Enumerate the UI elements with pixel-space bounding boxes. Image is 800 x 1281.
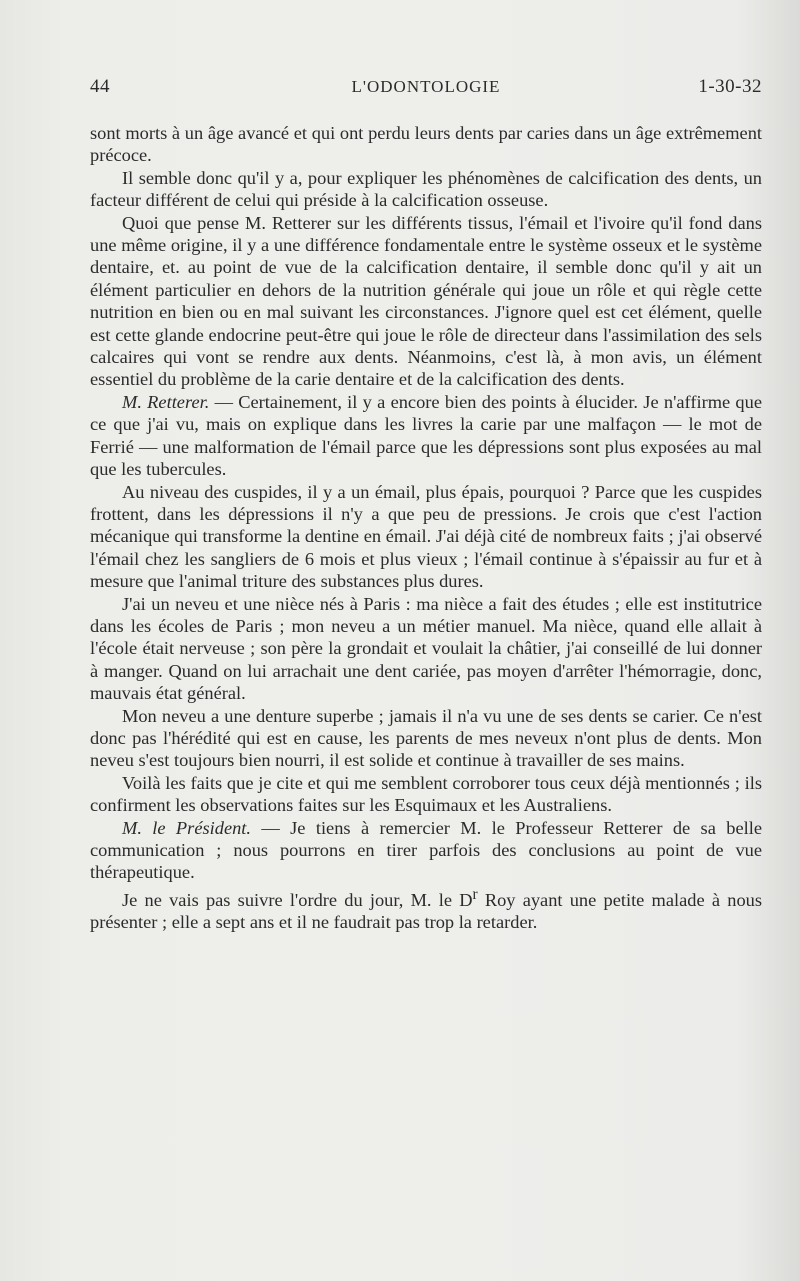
running-header (90, 76, 762, 102)
paragraph: M. Retterer. — Certainement, il y a encore bien des points à élucider. Je n'affirme que ce que j'ai vu, mais on explique dans les livres la carie par une malfaçon — le mot de Ferrié — une malformation de l'émail parce que les dépressions sont plus exposées au mal que les tubercules. (90, 391, 762, 480)
paragraph: sont morts à un âge avancé et qui ont perdu leurs dents par caries dans un âge extrêmement précoce. (90, 123, 762, 166)
paragraph: Mon neveu a une denture superbe ; jamais il n'a vu une de ses dents se carier. Ce n'est donc pas l'hérédité qui est en cause, les parents de mes neveux n'ont plus de dents. Mon neveu s'est toujours bien nourri, il est solide et continue à travailler de ses mains. (90, 705, 762, 771)
paragraph: Voilà les faits que je cite et qui me semblent corroborer tous ceux déjà mentionnés ; ils confirment les observations faites sur les Esquimaux et les Australiens. (90, 772, 762, 816)
paragraph: M. le Président. — Je tiens à remercier M. le Professeur Retterer de sa belle communication ; nous pourrons en tirer parfois des conclusions au point de vue thérapeutique. (90, 817, 762, 883)
paragraph: Quoi que pense M. Retterer sur les différents tissus, l'émail et l'ivoire qu'il fond dans une même origine, il y a une différence fondamentale entre le système osseux et le système dentaire, et. au point de vue de la calcification dentaire, il semble donc qu'il y ait un élément particulier en dehors de la nutrition générale qui joue un rôle et qui règle cette nutrition en bien ou en mal suivant les circonstances. J'ignore quel est cet élément, quelle est cette glande endocrine peut-être qui joue le rôle de directeur dans l'assimilation des sels calcaires qui vont se rendre aux dents. Néanmoins, c'est là, à mon avis, un élément essentiel du problème de la carie dentaire et de la calcification des dents. (90, 212, 762, 390)
issue-date: 1-30-32 (698, 76, 762, 97)
journal-title: L'ODONTOLOGIE (351, 77, 501, 96)
paragraph: Au niveau des cuspides, il y a un émail, plus épais, pourquoi ? Parce que les cuspides frottent, dans les dépressions il n'y a que peu de pressions. Je crois que c'est l'action mécanique qui transforme la dentine en émail. J'ai déjà cité de nombreux faits ; j'ai observé l'émail chez les sangliers de 6 mois et plus vieux ; l'émail continue à s'épaissir au fur et à mesure que l'animal triture des substances plus dures. (90, 481, 762, 592)
speaker-name: M. Retterer. (122, 391, 210, 412)
superscript: r (472, 885, 478, 903)
speaker-name: M. le Président. (122, 817, 252, 838)
paragraph: Il semble donc qu'il y a, pour expliquer les phénomènes de calcification des dents, un facteur différent de celui qui préside à la calcification osseuse. (90, 167, 762, 211)
body-text (90, 122, 762, 934)
page-number: 44 (90, 76, 110, 97)
paragraph: J'ai un neveu et une nièce nés à Paris : ma nièce a fait des études ; elle est institutrice dans les écoles de Paris ; mon neveu a un métier manuel. Ma nièce, quand elle allait à l'école était nerveuse ; son père la grondait et voulait la châtier, j'ai conseillé de lui donner à manger. Quand on lui arrachait une dent cariée, pas moyen d'arrêter l'hémorragie, donc, mauvais état général. (90, 593, 762, 704)
paragraph: Je ne vais pas suivre l'ordre du jour, M. le $D^r$ Roy ayant une petite malade à nous présenter ; elle a sept ans et il ne faudrait pas trop la retarder. (90, 885, 762, 933)
